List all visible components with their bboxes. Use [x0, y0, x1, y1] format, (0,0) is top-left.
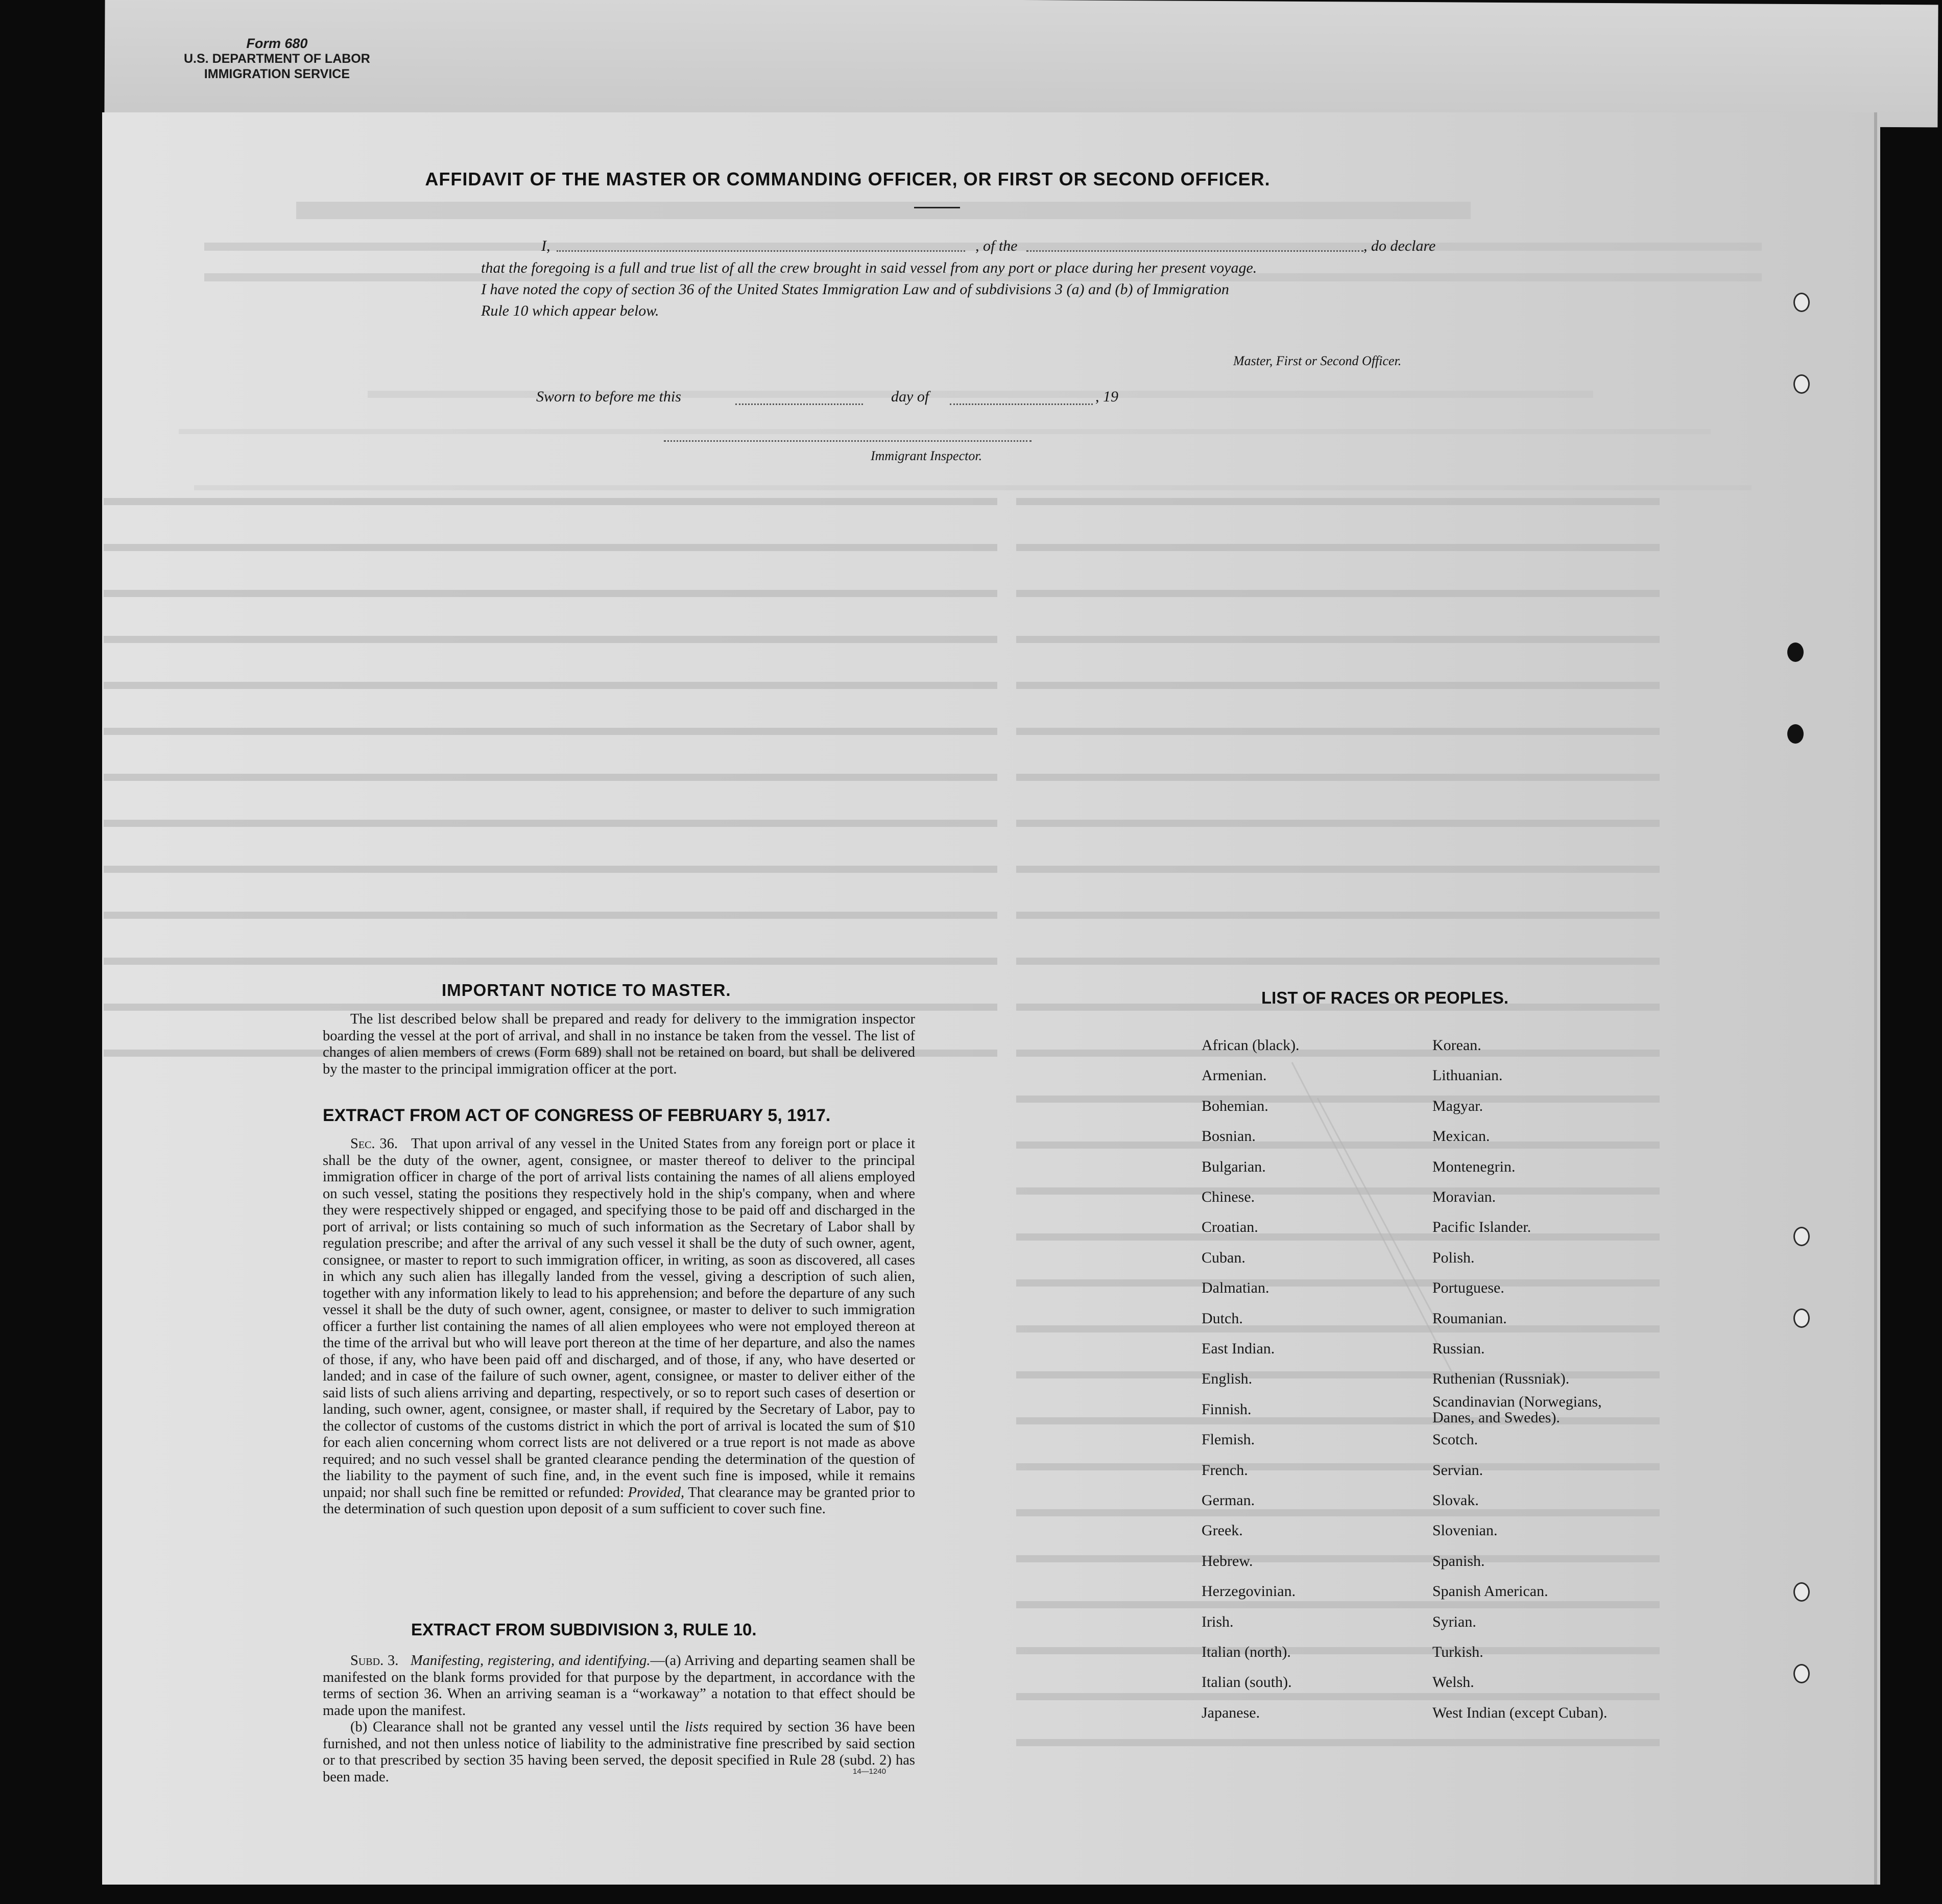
inspector-signature-blank[interactable]	[664, 440, 1032, 442]
race-item: African (black).	[1202, 1037, 1300, 1054]
section-label: Sec. 36.	[350, 1136, 398, 1152]
race-item: Japanese.	[1202, 1704, 1260, 1721]
punch-hole	[1793, 293, 1810, 312]
form-number: Form 680	[246, 36, 308, 51]
affidavit-line-4: Rule 10 which appear below.	[481, 302, 659, 319]
subdivision-b-label: (b)	[350, 1719, 368, 1735]
race-item: Turkish.	[1432, 1644, 1483, 1660]
race-item: Spanish.	[1432, 1553, 1485, 1569]
races-heading: LIST OF RACES OR PEOPLES.	[1261, 988, 1509, 1007]
race-item: Pacific Islander.	[1432, 1219, 1531, 1235]
race-item: Herzegovinian.	[1202, 1583, 1296, 1600]
race-item: Montenegrin.	[1432, 1158, 1516, 1175]
affidavit-of-the: , of the	[975, 237, 1018, 254]
race-item: Italian (north).	[1202, 1644, 1291, 1660]
month-blank[interactable]	[950, 403, 1093, 405]
subdivision-b-text-2: required by section 36 have been furnished, and not then unless notice of liability to the administrative fine prescribed by said section or to that prescribed by section 35 having been served, the deposit specified in Rule 28 (subd. 2) has been made.	[323, 1719, 916, 1785]
punch-hole	[1787, 724, 1804, 744]
race-item: Scandinavian (Norwegians, Danes, and Swedes).	[1432, 1393, 1602, 1426]
subdivision-label: Subd. 3.	[350, 1653, 399, 1669]
race-item: Dalmatian.	[1202, 1279, 1269, 1296]
race-item: Polish.	[1432, 1249, 1475, 1266]
punch-hole	[1793, 374, 1810, 394]
race-item: Flemish.	[1202, 1431, 1255, 1448]
subdivision-b-text-1: Clearance shall not be granted any vessel until the	[373, 1719, 680, 1735]
title-rule	[914, 207, 960, 208]
vessel-blank[interactable]	[1026, 250, 1363, 252]
race-item: East Indian.	[1202, 1340, 1275, 1357]
race-item: Greek.	[1202, 1522, 1243, 1539]
act-body	[323, 1136, 915, 1518]
subdivision-b-lists: lists	[685, 1719, 709, 1735]
punch-hole	[1793, 1664, 1810, 1683]
race-item: Armenian.	[1202, 1067, 1267, 1084]
race-item: Syrian.	[1432, 1613, 1476, 1630]
department-name: U.S. DEPARTMENT OF LABOR	[184, 52, 370, 66]
race-item: Chinese.	[1202, 1188, 1255, 1205]
race-item: Ruthenian (Russniak).	[1432, 1370, 1570, 1387]
punch-hole	[1793, 1227, 1810, 1246]
race-item: Bohemian.	[1202, 1098, 1268, 1114]
race-item: German.	[1202, 1492, 1255, 1509]
race-item: Russian.	[1432, 1340, 1485, 1357]
race-item: Italian (south).	[1202, 1674, 1292, 1691]
rule-body	[323, 1653, 915, 1786]
subdivision-a-text: —(a) Arriving and departing seamen shall be manifested on the blank forms provided for that purpose by the department, in accordance with the terms of section 36. When an arriving seaman is a “workaway” a notation to that effect should be made upon the manifest.	[323, 1653, 915, 1719]
race-item: Slovenian.	[1432, 1522, 1498, 1539]
notice-text: The list described below shall be prepared and ready for delivery to the immigration inspector boarding the vessel at the port of arrival, and shall in no instance be taken from the vessel. The list of changes of alien members of crews (Form 689) shall not be retained on board, but shall be delivered by the master to the principal immigration officer at the port.	[323, 1011, 915, 1077]
print-code: 14—1240	[853, 1767, 886, 1776]
section-36-text: That upon arrival of any vessel in the United States from any foreign port or place it shall be the duty of the owner, agent, consignee, or master thereof to deliver to the principal immigration officer in charge of the port of arrival lists containing the names of all aliens employed on such vessel, stating the positions they respectively hold in the ship's company, when and where they were respectively shipped or engaged, and specifying those to be paid off and discharged in the port of arrival; or lists containing so much of such information as the Secretary of Labor shall by regulation prescribe; and after the arrival of any such vessel it shall be the duty of such owner, agent, consignee, or master to report to such immigration officer, in writing, as soon as discovered, all cases in which any such alien has illegally landed from the vessel, giving a description of such alien, together with any information likely to lead to his apprehension; and before the departure of any such vessel it shall be the duty of such owner, agent, consignee, or master to deliver to such immigration officer a further list containing the names of all alien employees who were not employed thereon at the time of the arrival but who will leave port thereon at the time of her departure, and also the names of those, if any, who have been paid off and discharged, and of those, if any, who have deserted or landed; and in case of the failure of such owner, agent, consignee, or master to deliver either of the said lists of such aliens arriving and departing, respectively, or so to report such cases of desertion or landing, such owner, agent, consignee, or master shall, if required by the Secretary of Labor, pay to the collector of customs of the customs district in which the port of arrival is located the sum of $10 for each alien concerning whom correct lists are not delivered or a true report is not made as above required; and no such vessel shall be granted clearance pending the determination of the question of the liability to the payment of such fine, and, in the event such fine is imposed, while it remains unpaid; nor shall such fine be remitted or refunded:	[323, 1136, 915, 1501]
affidavit-declare: , do declare	[1363, 237, 1436, 254]
race-item: Cuban.	[1202, 1249, 1245, 1266]
race-item: Spanish American.	[1432, 1583, 1548, 1600]
rule-heading: EXTRACT FROM SUBDIVISION 3, RULE 10.	[411, 1620, 757, 1639]
race-item: Roumanian.	[1432, 1310, 1507, 1327]
name-blank[interactable]	[557, 250, 965, 252]
year-text: , 19	[1095, 388, 1118, 405]
underlying-sheet	[104, 0, 1938, 127]
punch-hole	[1793, 1308, 1810, 1328]
race-item: Portuguese.	[1432, 1279, 1504, 1296]
day-blank[interactable]	[735, 403, 863, 405]
race-item: Lithuanian.	[1432, 1067, 1503, 1084]
race-item: Scotch.	[1432, 1431, 1478, 1448]
race-item: Korean.	[1432, 1037, 1481, 1054]
race-item: West Indian (except Cuban).	[1432, 1704, 1608, 1721]
race-item: Slovak.	[1432, 1492, 1479, 1509]
master-signature-caption: Master, First or Second Officer.	[1233, 353, 1402, 368]
notice-body	[323, 1011, 915, 1078]
act-heading: EXTRACT FROM ACT OF CONGRESS OF FEBRUARY 5, 1917.	[323, 1106, 831, 1125]
notice-heading: IMPORTANT NOTICE TO MASTER.	[442, 981, 731, 999]
race-item: Bosnian.	[1202, 1128, 1256, 1145]
affidavit-line-2: that the foregoing is a full and true list of all the crew brought in said vessel from any port or place during her present voyage.	[481, 259, 1257, 276]
affidavit-title: AFFIDAVIT OF THE MASTER OR COMMANDING OFFICER, OR FIRST OR SECOND OFFICER.	[425, 169, 1270, 189]
race-item: Welsh.	[1432, 1674, 1474, 1691]
race-item: Finnish.	[1202, 1401, 1252, 1418]
punch-hole	[1793, 1582, 1810, 1602]
race-item: Dutch.	[1202, 1310, 1243, 1327]
document-page	[102, 112, 1874, 1885]
race-item: Croatian.	[1202, 1219, 1258, 1235]
service-name: IMMIGRATION SERVICE	[204, 67, 350, 81]
race-item: Irish.	[1202, 1613, 1234, 1630]
form-header	[184, 36, 370, 82]
sworn-text: Sworn to before me this	[536, 388, 681, 405]
punch-hole	[1787, 642, 1804, 662]
race-item: French.	[1202, 1462, 1248, 1479]
race-item: Servian.	[1432, 1462, 1483, 1479]
day-of-text: day of	[891, 388, 929, 405]
section-36-proviso: That clearance may be granted prior to the determination of such question upon deposit of a sum sufficient to cover such fine.	[323, 1484, 916, 1517]
affidavit-line-3: I have noted the copy of section 36 of the United States Immigration Law and of subdivisions 3 (a) and (b) of Immigration	[481, 281, 1229, 298]
provided-word: Provided,	[628, 1484, 685, 1501]
bleed-through-texture	[102, 112, 1874, 1885]
affidavit-i: I,	[541, 237, 550, 254]
subdivision-title: Manifesting, registering, and identifying.	[410, 1653, 651, 1669]
race-item: Bulgarian.	[1202, 1158, 1266, 1175]
race-item: Magyar.	[1432, 1098, 1483, 1114]
race-item: Hebrew.	[1202, 1553, 1253, 1569]
race-item: Mexican.	[1432, 1128, 1490, 1145]
race-item: Moravian.	[1432, 1188, 1496, 1205]
race-item: English.	[1202, 1370, 1253, 1387]
inspector-caption: Immigrant Inspector.	[871, 448, 982, 463]
